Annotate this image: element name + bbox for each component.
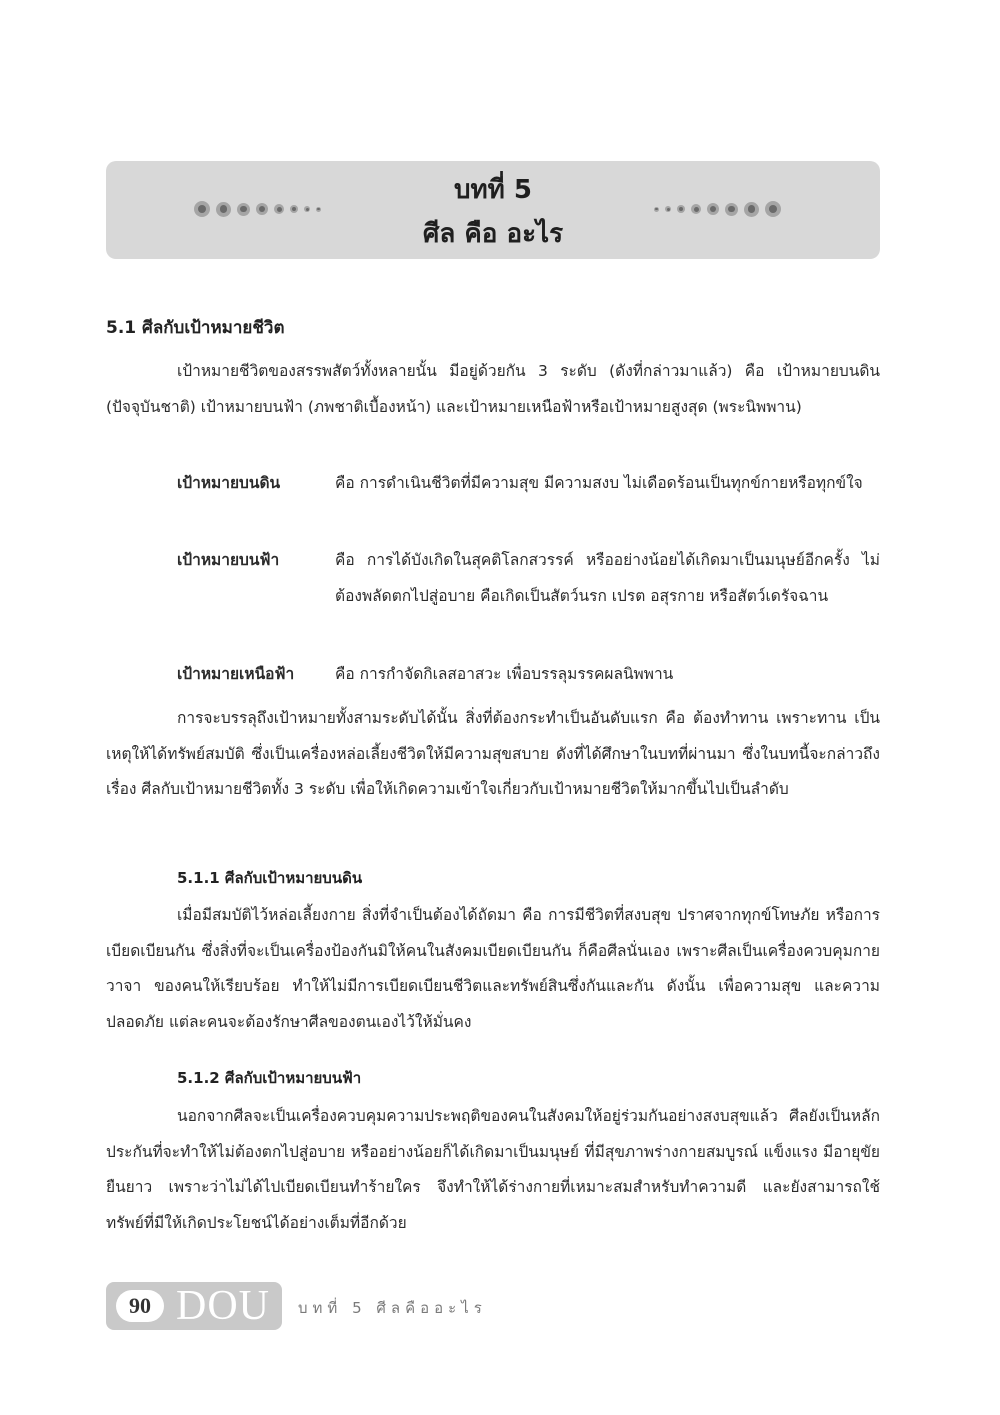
definition-text: คือ การได้บังเกิดในสุคติโลกสวรรค์ หรืออย่างน้อยได้เกิดมาเป็นมนุษย์อีกครั้ง ไม่ต้องพลัดตกไปสู่อบาย คือเกิดเป็นสัตว์นรก เปรต อสุรกาย หรือสัตว์เดรัจฉาน bbox=[335, 551, 880, 605]
definition-sky bbox=[177, 543, 880, 651]
definition-term: เป้าหมายบนฟ้า bbox=[177, 551, 280, 569]
section-heading-5-1-2: 5.1.2 ศีลกับเป้าหมายบนฟ้า bbox=[177, 1069, 362, 1087]
chapter-title: ศีล คือ อะไร bbox=[422, 219, 564, 249]
dou-logo: DOU bbox=[176, 1283, 270, 1329]
chapter-header bbox=[106, 161, 880, 259]
closing-paragraph: การจะบรรลุถึงเป้าหมายทั้งสามระดับได้นั้น สิ่งที่ต้องกระทำเป็นอันดับแรก คือ ต้องทำทาน เพราะทาน เป็นเหตุให้ได้ทรัพย์สมบัติ ซึ่งเป็นเครื่องหล่อเลี้ยงชีวิตให้มีความสุขสบาย ดังที่ได้ศึกษาในบทที่ผ่านมา ซึ่งในบทนี้จะกล่าวถึงเรื่อง ศีลกับเป้าหมายชีวิตทั้ง 3 ระดับ เพื่อให้เกิดความเข้าใจเกี่ยวกับเป้าหมายชีวิตให้มากขึ้นไปเป็นลำดับ bbox=[106, 709, 880, 798]
section-heading-5-1: 5.1 ศีลกับเป้าหมายชีวิต bbox=[106, 318, 285, 338]
definition-earth bbox=[177, 466, 880, 538]
definition-text: คือ การกำจัดกิเลสอาสวะ เพื่อบรรลุมรรคผลนิพพาน bbox=[335, 665, 674, 683]
footer-badge bbox=[106, 1282, 282, 1330]
running-title: บทที่ 5 ศีลคืออะไร bbox=[298, 1299, 487, 1317]
definition-beyond-sky bbox=[177, 657, 880, 693]
chapter-number: บทที่ 5 bbox=[454, 175, 532, 205]
section-5-1-1-paragraph: เมื่อมีสมบัติไว้หล่อเลี้ยงกาย สิ่งที่จำเป็นต้องได้ถัดมา คือ การมีชีวิตที่สงบสุข ปราศจากทุกข์โทษภัย หรือการเบียดเบียนกัน ซึ่งสิ่งที่จะเป็นเครื่องป้องกันมิให้คนในสังคมเบียดเบียนกัน ก็คือศีลนั่นเอง เพราะศีลเป็นเครื่องควบคุมกาย วาจา ของคนให้เรียบร้อย ทำให้ไม่มีการเบียดเบียนชีวิตและทรัพย์สินซึ่งกันและกัน ดังนั้น เพื่อความสุข และความปลอดภัย แต่ละคนจะต้องรักษาศีลของตนเองไว้ให้มั่นคง bbox=[106, 906, 880, 1031]
definition-term: เป้าหมายเหนือฟ้า bbox=[177, 665, 295, 683]
definition-text: คือ การดำเนินชีวิตที่มีความสุข มีความสงบ ไม่เดือดร้อนเป็นทุกข์กายหรือทุกข์ใจ bbox=[335, 474, 863, 492]
section-5-1-2-paragraph: นอกจากศีลจะเป็นเครื่องควบคุมความประพฤติของคนในสังคมให้อยู่ร่วมกันอย่างสงบสุขแล้ว ศีลยังเป็นหลักประกันที่จะทำให้ไม่ต้องตกไปสู่อบาย หรืออย่างน้อยก็ได้เกิดมาเป็นมนุษย์ ที่มีสุขภาพร่างกายสมบูรณ์ แข็งแรง มีอายุขัยยืนยาว เพราะว่าไม่ได้ไปเบียดเบียนทำร้ายใคร จึงทำให้ได้ร่างกายที่เหมาะสมสำหรับทำความดี และยังสามารถใช้ทรัพย์ที่มีให้เกิดประโยชน์ได้อย่างเต็มที่อีกด้วย bbox=[106, 1107, 880, 1232]
definition-term: เป้าหมายบนดิน bbox=[177, 474, 281, 492]
page-number: 90 bbox=[116, 1290, 164, 1322]
section-heading-5-1-1: 5.1.1 ศีลกับเป้าหมายบนดิน bbox=[177, 869, 363, 887]
intro-paragraph: เป้าหมายชีวิตของสรรพสัตว์ทั้งหลายนั้น มีอยู่ด้วยกัน 3 ระดับ (ดังที่กล่าวมาแล้ว) คือ เป้าหมายบนดิน (ปัจจุบันชาติ) เป้าหมายบนฟ้า (ภพชาติเบื้องหน้า) และเป้าหมายเหนือฟ้าหรือเป้าหมายสูงสุด (พระนิพพาน) bbox=[106, 362, 880, 416]
right-dot-ornament bbox=[654, 201, 787, 217]
